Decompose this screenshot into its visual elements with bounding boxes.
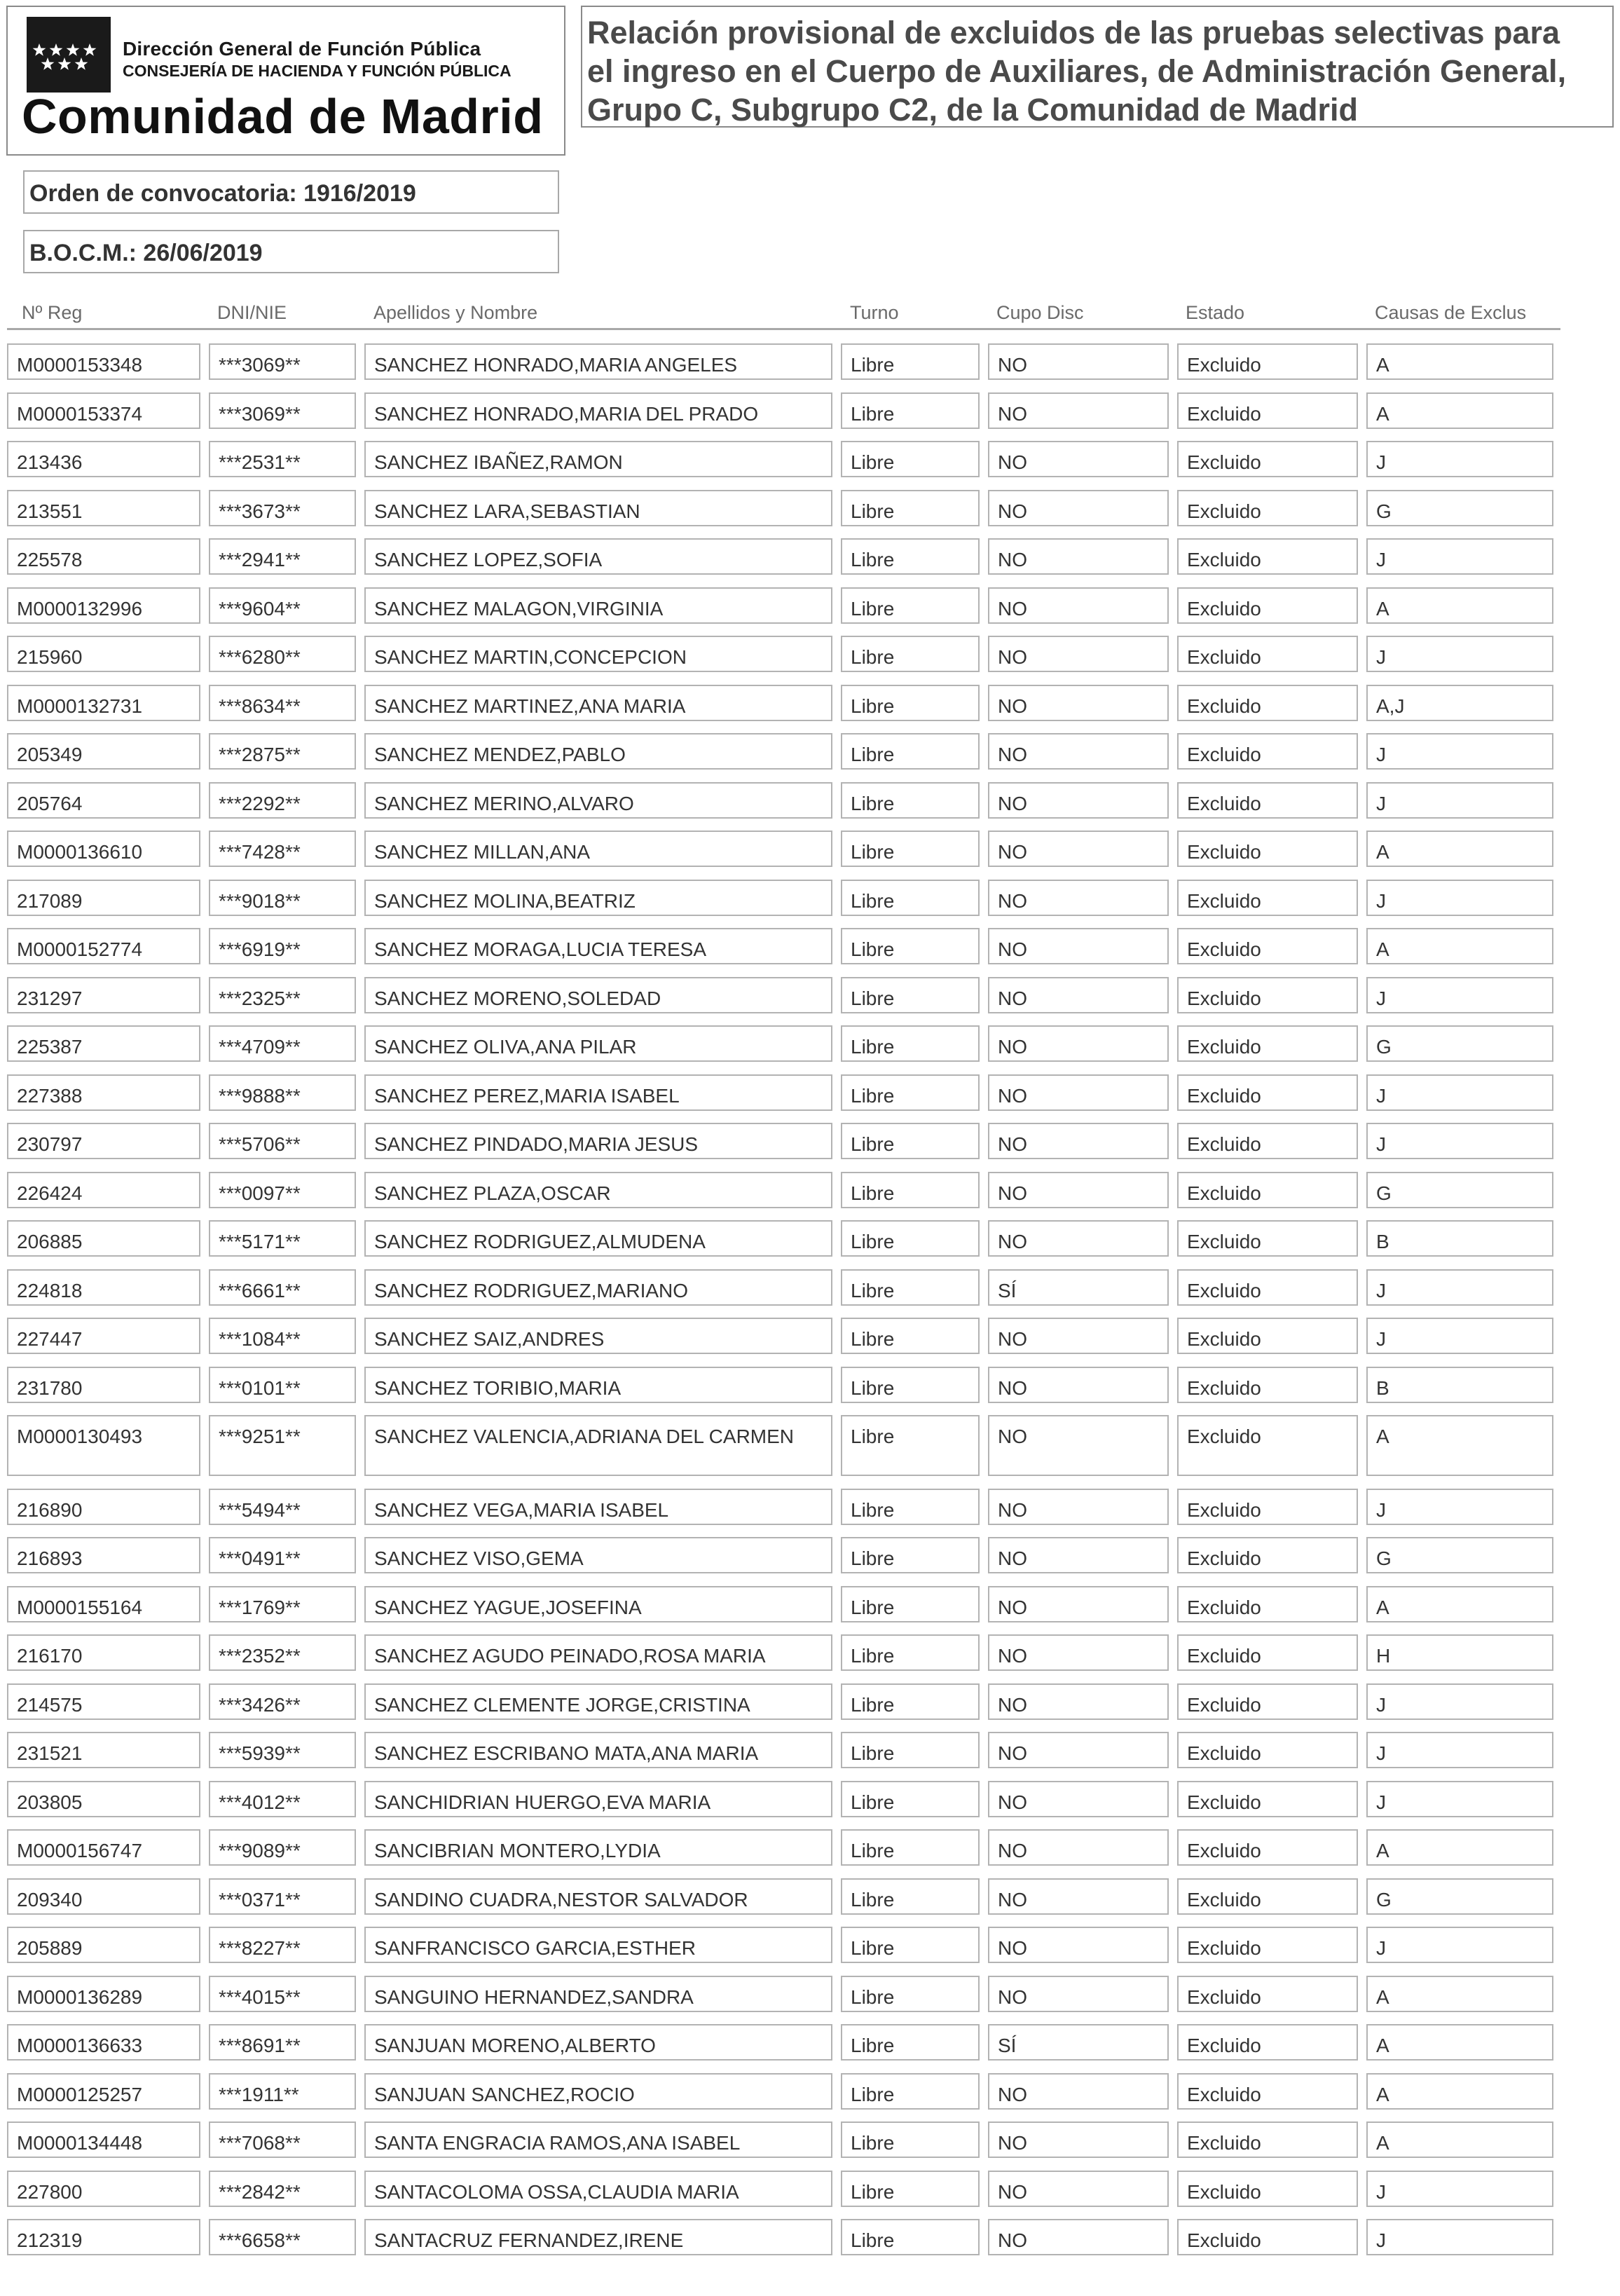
causas-cell: J (1366, 1123, 1553, 1159)
estado-cell: Excluido (1177, 685, 1358, 721)
name-cell: SANCHEZ LARA,SEBASTIAN (364, 490, 832, 526)
name-cell: SANCHEZ MARTINEZ,ANA MARIA (364, 685, 832, 721)
dni-cell: ***3426** (209, 1683, 356, 1720)
dni-cell: ***4015** (209, 1976, 356, 2012)
estado-cell: Excluido (1177, 880, 1358, 916)
turno-cell: Libre (841, 733, 980, 770)
cupo-cell: NO (988, 1537, 1169, 1573)
dni-cell: ***6661** (209, 1269, 356, 1306)
estado-cell: Excluido (1177, 928, 1358, 964)
cupo-cell: NO (988, 880, 1169, 916)
name-cell: SANCHEZ TORIBIO,MARIA (364, 1367, 832, 1403)
name-cell: SANCHEZ MILLAN,ANA (364, 831, 832, 867)
nreg-cell: 227800 (7, 2171, 200, 2207)
nreg-cell: 227388 (7, 1074, 200, 1111)
cupo-cell: NO (988, 343, 1169, 380)
estado-cell: Excluido (1177, 587, 1358, 624)
causas-cell: J (1366, 1781, 1553, 1817)
causas-cell: B (1366, 1367, 1553, 1403)
cupo-cell: NO (988, 1074, 1169, 1111)
causas-cell: J (1366, 1927, 1553, 1963)
nreg-cell: 231780 (7, 1367, 200, 1403)
nreg-cell: 209340 (7, 1878, 200, 1915)
cupo-cell: NO (988, 1976, 1169, 2012)
dni-cell: ***5494** (209, 1489, 356, 1525)
turno-cell: Libre (841, 1489, 980, 1525)
cupo-cell: NO (988, 490, 1169, 526)
estado-cell: Excluido (1177, 1074, 1358, 1111)
causas-cell: J (1366, 1269, 1553, 1306)
nreg-cell: 227447 (7, 1318, 200, 1354)
cupo-cell: NO (988, 2219, 1169, 2255)
column-header-nreg: Nº Reg (22, 302, 83, 323)
name-cell: SANCHEZ LOPEZ,SOFIA (364, 538, 832, 575)
cupo-cell: NO (988, 1123, 1169, 1159)
nreg-cell: 225578 (7, 538, 200, 575)
cupo-cell: NO (988, 392, 1169, 429)
turno-cell: Libre (841, 1220, 980, 1257)
causas-cell: A (1366, 2024, 1553, 2061)
nreg-cell: 216890 (7, 1489, 200, 1525)
estado-cell: Excluido (1177, 1220, 1358, 1257)
nreg-cell: M0000136289 (7, 1976, 200, 2012)
dni-cell: ***6280** (209, 636, 356, 672)
causas-cell: J (1366, 1489, 1553, 1525)
dni-cell: ***9888** (209, 1074, 356, 1111)
turno-cell: Libre (841, 1634, 980, 1671)
name-cell: SANTACOLOMA OSSA,CLAUDIA MARIA (364, 2171, 832, 2207)
nreg-cell: M0000155164 (7, 1586, 200, 1622)
bocm-box (23, 230, 559, 273)
estado-cell: Excluido (1177, 1318, 1358, 1354)
turno-cell: Libre (841, 1781, 980, 1817)
turno-cell: Libre (841, 1878, 980, 1915)
turno-cell: Libre (841, 1415, 980, 1476)
cupo-cell: NO (988, 1829, 1169, 1866)
estado-cell: Excluido (1177, 1878, 1358, 1915)
dni-cell: ***8227** (209, 1927, 356, 1963)
causas-cell: A (1366, 1976, 1553, 2012)
estado-cell: Excluido (1177, 636, 1358, 672)
nreg-cell: 213436 (7, 441, 200, 477)
turno-cell: Libre (841, 2171, 980, 2207)
nreg-cell: 231521 (7, 1732, 200, 1768)
column-header-name: Apellidos y Nombre (373, 302, 538, 323)
nreg-cell: 215960 (7, 636, 200, 672)
cupo-cell: NO (988, 1732, 1169, 1768)
causas-cell: G (1366, 1172, 1553, 1208)
column-header-cupo: Cupo Disc (996, 302, 1084, 323)
nreg-cell: 213551 (7, 490, 200, 526)
cupo-cell: NO (988, 441, 1169, 477)
nreg-cell: M0000132731 (7, 685, 200, 721)
dni-cell: ***7428** (209, 831, 356, 867)
estado-cell: Excluido (1177, 1367, 1358, 1403)
causas-cell: A,J (1366, 685, 1553, 721)
dni-cell: ***9018** (209, 880, 356, 916)
estado-cell: Excluido (1177, 2024, 1358, 2061)
cupo-cell: NO (988, 2121, 1169, 2158)
orden-convocatoria-box (23, 170, 559, 214)
cupo-cell: NO (988, 2073, 1169, 2110)
causas-cell: J (1366, 1074, 1553, 1111)
dni-cell: ***0371** (209, 1878, 356, 1915)
estado-cell: Excluido (1177, 1976, 1358, 2012)
causas-cell: A (1366, 2121, 1553, 2158)
estado-cell: Excluido (1177, 977, 1358, 1013)
nreg-cell: M0000125257 (7, 2073, 200, 2110)
turno-cell: Libre (841, 1683, 980, 1720)
causas-cell: J (1366, 441, 1553, 477)
nreg-cell: M0000153374 (7, 392, 200, 429)
cupo-cell: NO (988, 636, 1169, 672)
name-cell: SANCHEZ MENDEZ,PABLO (364, 733, 832, 770)
cupo-cell: NO (988, 831, 1169, 867)
column-header-causas: Causas de Exclus (1375, 302, 1527, 323)
causas-cell: J (1366, 2171, 1553, 2207)
turno-cell: Libre (841, 1318, 980, 1354)
turno-cell: Libre (841, 782, 980, 819)
dni-cell: ***1084** (209, 1318, 356, 1354)
name-cell: SANCHEZ HONRADO,MARIA ANGELES (364, 343, 832, 380)
cupo-cell: NO (988, 1220, 1169, 1257)
cupo-cell: NO (988, 1415, 1169, 1476)
name-cell: SANCHEZ VEGA,MARIA ISABEL (364, 1489, 832, 1525)
turno-cell: Libre (841, 636, 980, 672)
cupo-cell: NO (988, 685, 1169, 721)
cupo-cell: NO (988, 1489, 1169, 1525)
nreg-cell: 224818 (7, 1269, 200, 1306)
causas-cell: J (1366, 636, 1553, 672)
header-divider (7, 328, 1560, 330)
madrid-flag-icon (27, 17, 111, 93)
dni-cell: ***5939** (209, 1732, 356, 1768)
org-name: Comunidad de Madrid (22, 89, 544, 144)
cupo-cell: NO (988, 1025, 1169, 1062)
dni-cell: ***9089** (209, 1829, 356, 1866)
causas-cell: J (1366, 977, 1553, 1013)
cupo-cell: NO (988, 1367, 1169, 1403)
turno-cell: Libre (841, 1025, 980, 1062)
nreg-cell: M0000136633 (7, 2024, 200, 2061)
document-title-line-2: el ingreso en el Cuerpo de Auxiliares, de Administración General, (587, 53, 1567, 89)
estado-cell: Excluido (1177, 1025, 1358, 1062)
name-cell: SANTA ENGRACIA RAMOS,ANA ISABEL (364, 2121, 832, 2158)
estado-cell: Excluido (1177, 733, 1358, 770)
name-cell: SANJUAN SANCHEZ,ROCIO (364, 2073, 832, 2110)
nreg-cell: 212319 (7, 2219, 200, 2255)
organization-logo-box (6, 6, 565, 156)
name-cell: SANCHEZ PEREZ,MARIA ISABEL (364, 1074, 832, 1111)
dni-cell: ***3069** (209, 392, 356, 429)
causas-cell: G (1366, 1537, 1553, 1573)
name-cell: SANCHEZ MORENO,SOLEDAD (364, 977, 832, 1013)
name-cell: SANJUAN MORENO,ALBERTO (364, 2024, 832, 2061)
turno-cell: Libre (841, 2121, 980, 2158)
turno-cell: Libre (841, 1732, 980, 1768)
dni-cell: ***6919** (209, 928, 356, 964)
turno-cell: Libre (841, 1537, 980, 1573)
turno-cell: Libre (841, 343, 980, 380)
name-cell: SANCHEZ MORAGA,LUCIA TERESA (364, 928, 832, 964)
dni-cell: ***1911** (209, 2073, 356, 2110)
turno-cell: Libre (841, 1586, 980, 1622)
name-cell: SANCHEZ RODRIGUEZ,MARIANO (364, 1269, 832, 1306)
name-cell: SANCHEZ ESCRIBANO MATA,ANA MARIA (364, 1732, 832, 1768)
column-header-estado: Estado (1186, 302, 1245, 323)
name-cell: SANCHEZ OLIVA,ANA PILAR (364, 1025, 832, 1062)
cupo-cell: NO (988, 1683, 1169, 1720)
dni-cell: ***6658** (209, 2219, 356, 2255)
name-cell: SANCHEZ HONRADO,MARIA DEL PRADO (364, 392, 832, 429)
name-cell: SANTACRUZ FERNANDEZ,IRENE (364, 2219, 832, 2255)
turno-cell: Libre (841, 538, 980, 575)
name-cell: SANDINO CUADRA,NESTOR SALVADOR (364, 1878, 832, 1915)
estado-cell: Excluido (1177, 343, 1358, 380)
estado-cell: Excluido (1177, 1683, 1358, 1720)
causas-cell: A (1366, 587, 1553, 624)
causas-cell: J (1366, 1732, 1553, 1768)
estado-cell: Excluido (1177, 831, 1358, 867)
nreg-cell: M0000134448 (7, 2121, 200, 2158)
cupo-cell: NO (988, 1927, 1169, 1963)
nreg-cell: 230797 (7, 1123, 200, 1159)
estado-cell: Excluido (1177, 1732, 1358, 1768)
causas-cell: H (1366, 1634, 1553, 1671)
name-cell: SANCHEZ CLEMENTE JORGE,CRISTINA (364, 1683, 832, 1720)
estado-cell: Excluido (1177, 1927, 1358, 1963)
turno-cell: Libre (841, 392, 980, 429)
causas-cell: A (1366, 1829, 1553, 1866)
turno-cell: Libre (841, 1123, 980, 1159)
estado-cell: Excluido (1177, 782, 1358, 819)
dni-cell: ***7068** (209, 2121, 356, 2158)
turno-cell: Libre (841, 2073, 980, 2110)
dni-cell: ***2531** (209, 441, 356, 477)
estado-cell: Excluido (1177, 2073, 1358, 2110)
name-cell: SANCHEZ VISO,GEMA (364, 1537, 832, 1573)
cupo-cell: NO (988, 1172, 1169, 1208)
org-ministry-name: CONSEJERÍA DE HACIENDA Y FUNCIÓN PÚBLICA (123, 62, 512, 80)
estado-cell: Excluido (1177, 1489, 1358, 1525)
name-cell: SANCHEZ SAIZ,ANDRES (364, 1318, 832, 1354)
causas-cell: J (1366, 733, 1553, 770)
estado-cell: Excluido (1177, 1269, 1358, 1306)
estado-cell: Excluido (1177, 490, 1358, 526)
causas-cell: G (1366, 1878, 1553, 1915)
dni-cell: ***0097** (209, 1172, 356, 1208)
turno-cell: Libre (841, 587, 980, 624)
cupo-cell: NO (988, 733, 1169, 770)
estado-cell: Excluido (1177, 1415, 1358, 1476)
org-department-name: Dirección General de Función Pública (123, 38, 481, 60)
orden-convocatoria: Orden de convocatoria: 1916/2019 (29, 180, 416, 207)
column-header-turno: Turno (850, 302, 899, 323)
cupo-cell: NO (988, 928, 1169, 964)
name-cell: SANCHEZ MARTIN,CONCEPCION (364, 636, 832, 672)
estado-cell: Excluido (1177, 2171, 1358, 2207)
name-cell: SANCHEZ MERINO,ALVARO (364, 782, 832, 819)
estado-cell: Excluido (1177, 2219, 1358, 2255)
causas-cell: A (1366, 1586, 1553, 1622)
estado-cell: Excluido (1177, 1123, 1358, 1159)
name-cell: SANCHEZ YAGUE,JOSEFINA (364, 1586, 832, 1622)
dni-cell: ***2941** (209, 538, 356, 575)
dni-cell: ***2352** (209, 1634, 356, 1671)
dni-cell: ***4709** (209, 1025, 356, 1062)
turno-cell: Libre (841, 1927, 980, 1963)
dni-cell: ***9251** (209, 1415, 356, 1476)
estado-cell: Excluido (1177, 1537, 1358, 1573)
cupo-cell: NO (988, 2171, 1169, 2207)
turno-cell: Libre (841, 1829, 980, 1866)
causas-cell: A (1366, 928, 1553, 964)
causas-cell: G (1366, 1025, 1553, 1062)
nreg-cell: 205889 (7, 1927, 200, 1963)
nreg-cell: M0000153348 (7, 343, 200, 380)
name-cell: SANCHEZ MALAGON,VIRGINIA (364, 587, 832, 624)
document-title-line-3: Grupo C, Subgrupo C2, de la Comunidad de Madrid (587, 92, 1359, 128)
name-cell: SANCHEZ MOLINA,BEATRIZ (364, 880, 832, 916)
turno-cell: Libre (841, 1976, 980, 2012)
nreg-cell: 216170 (7, 1634, 200, 1671)
nreg-cell: 205764 (7, 782, 200, 819)
turno-cell: Libre (841, 441, 980, 477)
turno-cell: Libre (841, 685, 980, 721)
dni-cell: ***9604** (209, 587, 356, 624)
dni-cell: ***3069** (209, 343, 356, 380)
estado-cell: Excluido (1177, 392, 1358, 429)
cupo-cell: NO (988, 1634, 1169, 1671)
estado-cell: Excluido (1177, 1634, 1358, 1671)
cupo-cell: SÍ (988, 2024, 1169, 2061)
turno-cell: Libre (841, 2024, 980, 2061)
name-cell: SANCHIDRIAN HUERGO,EVA MARIA (364, 1781, 832, 1817)
dni-cell: ***5706** (209, 1123, 356, 1159)
nreg-cell: M0000152774 (7, 928, 200, 964)
dni-cell: ***2292** (209, 782, 356, 819)
cupo-cell: NO (988, 1781, 1169, 1817)
nreg-cell: 216893 (7, 1537, 200, 1573)
cupo-cell: NO (988, 782, 1169, 819)
dni-cell: ***4012** (209, 1781, 356, 1817)
estado-cell: Excluido (1177, 2121, 1358, 2158)
causas-cell: A (1366, 392, 1553, 429)
name-cell: SANGUINO HERNANDEZ,SANDRA (364, 1976, 832, 2012)
causas-cell: J (1366, 880, 1553, 916)
dni-cell: ***1769** (209, 1586, 356, 1622)
turno-cell: Libre (841, 831, 980, 867)
name-cell: SANCHEZ AGUDO PEINADO,ROSA MARIA (364, 1634, 832, 1671)
column-header-dni: DNI/NIE (217, 302, 287, 323)
nreg-cell: 203805 (7, 1781, 200, 1817)
cupo-cell: NO (988, 587, 1169, 624)
estado-cell: Excluido (1177, 538, 1358, 575)
dni-cell: ***5171** (209, 1220, 356, 1257)
causas-cell: B (1366, 1220, 1553, 1257)
causas-cell: A (1366, 1415, 1553, 1476)
estado-cell: Excluido (1177, 1781, 1358, 1817)
name-cell: SANCHEZ IBAÑEZ,RAMON (364, 441, 832, 477)
dni-cell: ***2842** (209, 2171, 356, 2207)
name-cell: SANCHEZ RODRIGUEZ,ALMUDENA (364, 1220, 832, 1257)
causas-cell: J (1366, 538, 1553, 575)
dni-cell: ***3673** (209, 490, 356, 526)
nreg-cell: 225387 (7, 1025, 200, 1062)
causas-cell: A (1366, 2073, 1553, 2110)
cupo-cell: NO (988, 538, 1169, 575)
cupo-cell: NO (988, 1878, 1169, 1915)
estado-cell: Excluido (1177, 441, 1358, 477)
turno-cell: Libre (841, 928, 980, 964)
dni-cell: ***8634** (209, 685, 356, 721)
dni-cell: ***0491** (209, 1537, 356, 1573)
dni-cell: ***2875** (209, 733, 356, 770)
causas-cell: A (1366, 343, 1553, 380)
causas-cell: G (1366, 490, 1553, 526)
causas-cell: J (1366, 1683, 1553, 1720)
dni-cell: ***8691** (209, 2024, 356, 2061)
bocm-date: B.O.C.M.: 26/06/2019 (29, 240, 263, 266)
name-cell: SANCIBRIAN MONTERO,LYDIA (364, 1829, 832, 1866)
turno-cell: Libre (841, 977, 980, 1013)
causas-cell: J (1366, 2219, 1553, 2255)
turno-cell: Libre (841, 2219, 980, 2255)
dni-cell: ***0101** (209, 1367, 356, 1403)
name-cell: SANCHEZ PINDADO,MARIA JESUS (364, 1123, 832, 1159)
dni-cell: ***2325** (209, 977, 356, 1013)
nreg-cell: 217089 (7, 880, 200, 916)
cupo-cell: NO (988, 1318, 1169, 1354)
nreg-cell: 205349 (7, 733, 200, 770)
nreg-cell: 214575 (7, 1683, 200, 1720)
causas-cell: J (1366, 782, 1553, 819)
nreg-cell: 206885 (7, 1220, 200, 1257)
document-title-box (581, 6, 1614, 128)
turno-cell: Libre (841, 1269, 980, 1306)
turno-cell: Libre (841, 880, 980, 916)
estado-cell: Excluido (1177, 1172, 1358, 1208)
turno-cell: Libre (841, 1074, 980, 1111)
nreg-cell: 226424 (7, 1172, 200, 1208)
cupo-cell: NO (988, 1586, 1169, 1622)
nreg-cell: M0000156747 (7, 1829, 200, 1866)
estado-cell: Excluido (1177, 1586, 1358, 1622)
estado-cell: Excluido (1177, 1829, 1358, 1866)
nreg-cell: M0000130493 (7, 1415, 200, 1476)
name-cell: SANCHEZ PLAZA,OSCAR (364, 1172, 832, 1208)
causas-cell: A (1366, 831, 1553, 867)
causas-cell: J (1366, 1318, 1553, 1354)
turno-cell: Libre (841, 1172, 980, 1208)
name-cell: SANCHEZ VALENCIA,ADRIANA DEL CARMEN (364, 1415, 832, 1476)
turno-cell: Libre (841, 490, 980, 526)
name-cell: SANFRANCISCO GARCIA,ESTHER (364, 1927, 832, 1963)
nreg-cell: M0000132996 (7, 587, 200, 624)
nreg-cell: M0000136610 (7, 831, 200, 867)
cupo-cell: NO (988, 977, 1169, 1013)
cupo-cell: SÍ (988, 1269, 1169, 1306)
turno-cell: Libre (841, 1367, 980, 1403)
nreg-cell: 231297 (7, 977, 200, 1013)
document-title-line-1: Relación provisional de excluidos de las pruebas selectivas para (587, 15, 1560, 50)
